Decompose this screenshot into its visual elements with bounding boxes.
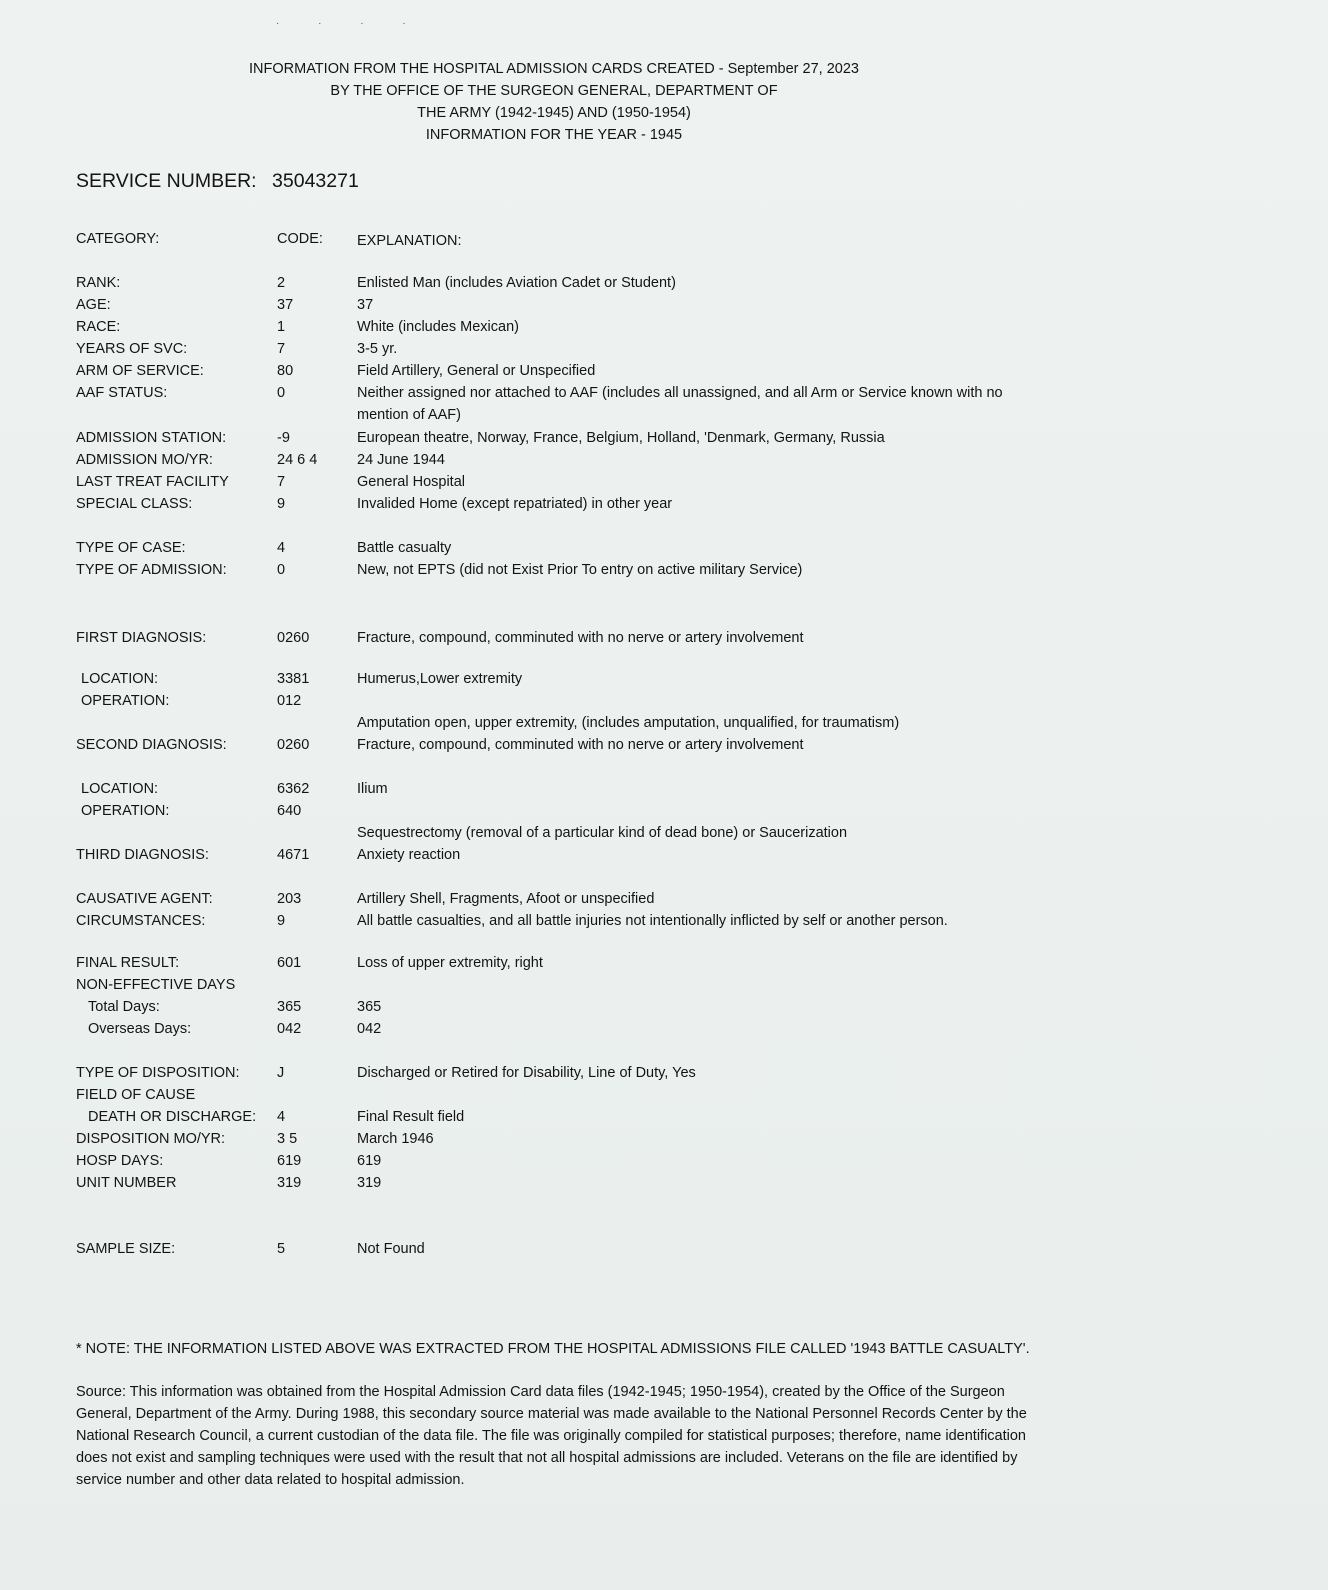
- row-explanation: Final Result field: [357, 1109, 465, 1125]
- header-line-2: BY THE OFFICE OF THE SURGEON GENERAL, DEPARTMENT OF: [330, 83, 778, 99]
- row-code: 0260: [277, 737, 310, 753]
- row-category: YEARS OF SVC:: [76, 341, 188, 357]
- row-explanation: Artillery Shell, Fragments, Afoot or unspecified: [357, 891, 655, 907]
- row-explanation: New, not EPTS (did not Exist Prior To entry on active military Service): [357, 562, 803, 578]
- row-code: 5: [277, 1241, 286, 1257]
- row-explanation: 24 June 1944: [357, 452, 445, 468]
- row-category: ARM OF SERVICE:: [76, 363, 204, 379]
- row-code: 7: [277, 474, 286, 490]
- row-explanation: Field Artillery, General or Unspecified: [357, 363, 596, 379]
- row-category: DEATH OR DISCHARGE:: [88, 1109, 257, 1125]
- row-code: 365: [277, 999, 302, 1015]
- row-category: Overseas Days:: [88, 1021, 192, 1037]
- row-category: SECOND DIAGNOSIS:: [76, 737, 227, 753]
- row-explanation: Not Found: [357, 1241, 425, 1257]
- row-category: AGE:: [76, 297, 111, 313]
- row-category: LAST TREAT FACILITY: [76, 474, 229, 490]
- row-explanation: 042: [357, 1021, 382, 1037]
- row-code: 0: [277, 562, 286, 578]
- row-explanation: Fracture, compound, comminuted with no nerve or artery involvement: [357, 737, 804, 753]
- row-explanation: Fracture, compound, comminuted with no nerve or artery involvement: [357, 630, 804, 646]
- row-explanation: Anxiety reaction: [357, 847, 461, 863]
- row-category: FINAL RESULT:: [76, 955, 180, 971]
- header-line-4: INFORMATION FOR THE YEAR - 1945: [425, 127, 683, 143]
- row-category: CIRCUMSTANCES:: [76, 913, 206, 929]
- row-category: RANK:: [76, 275, 121, 291]
- row-code: 3 5: [277, 1131, 298, 1147]
- row-code: 9: [277, 496, 286, 512]
- row-explanation: 37: [357, 297, 374, 313]
- row-code: 6362: [277, 781, 310, 797]
- row-explanation: Loss of upper extremity, right: [357, 955, 543, 971]
- stray-marks-decoration: · · · ·: [276, 18, 424, 29]
- row-code: 319: [277, 1175, 302, 1191]
- row-code: 4671: [277, 847, 310, 863]
- row-explanation: 319: [357, 1175, 382, 1191]
- row-explanation: Enlisted Man (includes Aviation Cadet or Student): [357, 275, 676, 291]
- row-explanation: Battle casualty: [357, 540, 452, 556]
- row-category: SPECIAL CLASS:: [76, 496, 193, 512]
- row-explanation: 619: [357, 1153, 382, 1169]
- category-column-header: CATEGORY:: [76, 231, 160, 247]
- row-category: TYPE OF DISPOSITION:: [76, 1065, 240, 1081]
- row-code: 619: [277, 1153, 302, 1169]
- row-code: 2: [277, 275, 286, 291]
- header-line-3: THE ARMY (1942-1945) AND (1950-1954): [417, 105, 691, 121]
- row-code: 3381: [277, 671, 310, 687]
- code-column-header: CODE:: [277, 231, 323, 247]
- row-category: FIELD OF CAUSE: [76, 1087, 196, 1103]
- row-category: AAF STATUS:: [76, 385, 168, 401]
- row-explanation: Neither assigned nor attached to AAF (includes all unassigned, and all Arm or Service known with no mention of AAF): [357, 385, 1003, 423]
- row-code: -9: [277, 430, 290, 446]
- row-explanation: 365: [357, 999, 382, 1015]
- source-paragraph: Source: This information was obtained from the Hospital Admission Card data files (1942-1945; 1950-1954), created by the Office of the Surgeon General, Department of the Army. During 1988, this secondary source material was made available to the National Personnel Records Center by the National Research Council, a current custodian of the data file. The file was originally compiled for statistical purposes; therefore, name identification does not exist and sampling techniques were used with the result that not all hospital admissions are included. Veterans on the file are identified by service number and other data related to hospital admission.: [76, 1384, 1027, 1488]
- row-category: Total Days:: [88, 999, 160, 1015]
- extraction-note: * NOTE: THE INFORMATION LISTED ABOVE WAS EXTRACTED FROM THE HOSPITAL ADMISSIONS FILE CALLED '1943 BATTLE CASUALTY'.: [76, 1341, 1030, 1357]
- row-explanation: General Hospital: [357, 474, 465, 490]
- row-code: 4: [277, 1109, 286, 1125]
- row-explanation: White (includes Mexican): [357, 319, 519, 335]
- row-code: 9: [277, 913, 286, 929]
- row-code: 37: [277, 297, 294, 313]
- row-code: 042: [277, 1021, 302, 1037]
- row-category: LOCATION:: [81, 781, 159, 797]
- row-category: OPERATION:: [81, 693, 170, 709]
- row-category: RACE:: [76, 319, 121, 335]
- row-code: 1: [277, 319, 286, 335]
- explanation-column-header: EXPLANATION:: [357, 233, 462, 249]
- row-category: ADMISSION MO/YR:: [76, 452, 213, 468]
- row-explanation: Humerus,Lower extremity: [357, 671, 523, 687]
- row-explanation: Invalided Home (except repatriated) in other year: [357, 496, 673, 512]
- row-code: 0260: [277, 630, 310, 646]
- row-code: 4: [277, 540, 286, 556]
- row-code: 203: [277, 891, 302, 907]
- row-category: TYPE OF CASE:: [76, 540, 186, 556]
- row-category: FIRST DIAGNOSIS:: [76, 630, 207, 646]
- row-explanation: Amputation open, upper extremity, (includes amputation, unqualified, for traumatism): [357, 715, 900, 731]
- row-explanation: Sequestrectomy (removal of a particular kind of dead bone) or Saucerization: [357, 825, 848, 841]
- row-code: 640: [277, 803, 302, 819]
- row-code: J: [277, 1065, 285, 1081]
- row-category: CAUSATIVE AGENT:: [76, 891, 213, 907]
- row-category: ADMISSION STATION:: [76, 430, 227, 446]
- row-category: THIRD DIAGNOSIS:: [76, 847, 209, 863]
- row-category: LOCATION:: [81, 671, 159, 687]
- row-explanation: 3-5 yr.: [357, 341, 398, 357]
- row-category: HOSP DAYS:: [76, 1153, 164, 1169]
- row-explanation: Ilium: [357, 781, 388, 797]
- row-explanation: European theatre, Norway, France, Belgium, Holland, 'Denmark, Germany, Russia: [357, 430, 885, 446]
- header-line-1: INFORMATION FROM THE HOSPITAL ADMISSION CARDS CREATED - September 27, 2023: [249, 61, 859, 77]
- row-category: NON-EFFECTIVE DAYS: [76, 977, 236, 993]
- row-code: 012: [277, 693, 302, 709]
- service-number-label: SERVICE NUMBER:: [76, 170, 257, 192]
- row-category: DISPOSITION MO/YR:: [76, 1131, 226, 1147]
- row-code: 0: [277, 385, 286, 401]
- row-explanation: All battle casualties, and all battle injuries not intentionally inflicted by self or another person.: [357, 913, 948, 929]
- row-category: OPERATION:: [81, 803, 170, 819]
- service-number-value: 35043271: [272, 170, 359, 192]
- row-code: 601: [277, 955, 302, 971]
- row-code: 80: [277, 363, 294, 379]
- row-category: UNIT NUMBER: [76, 1175, 177, 1191]
- row-category: SAMPLE SIZE:: [76, 1241, 176, 1257]
- row-explanation: March 1946: [357, 1131, 434, 1147]
- row-code: 24 6 4: [277, 452, 318, 468]
- row-category: TYPE OF ADMISSION:: [76, 562, 227, 578]
- row-explanation: Discharged or Retired for Disability, Line of Duty, Yes: [357, 1065, 696, 1081]
- row-code: 7: [277, 341, 286, 357]
